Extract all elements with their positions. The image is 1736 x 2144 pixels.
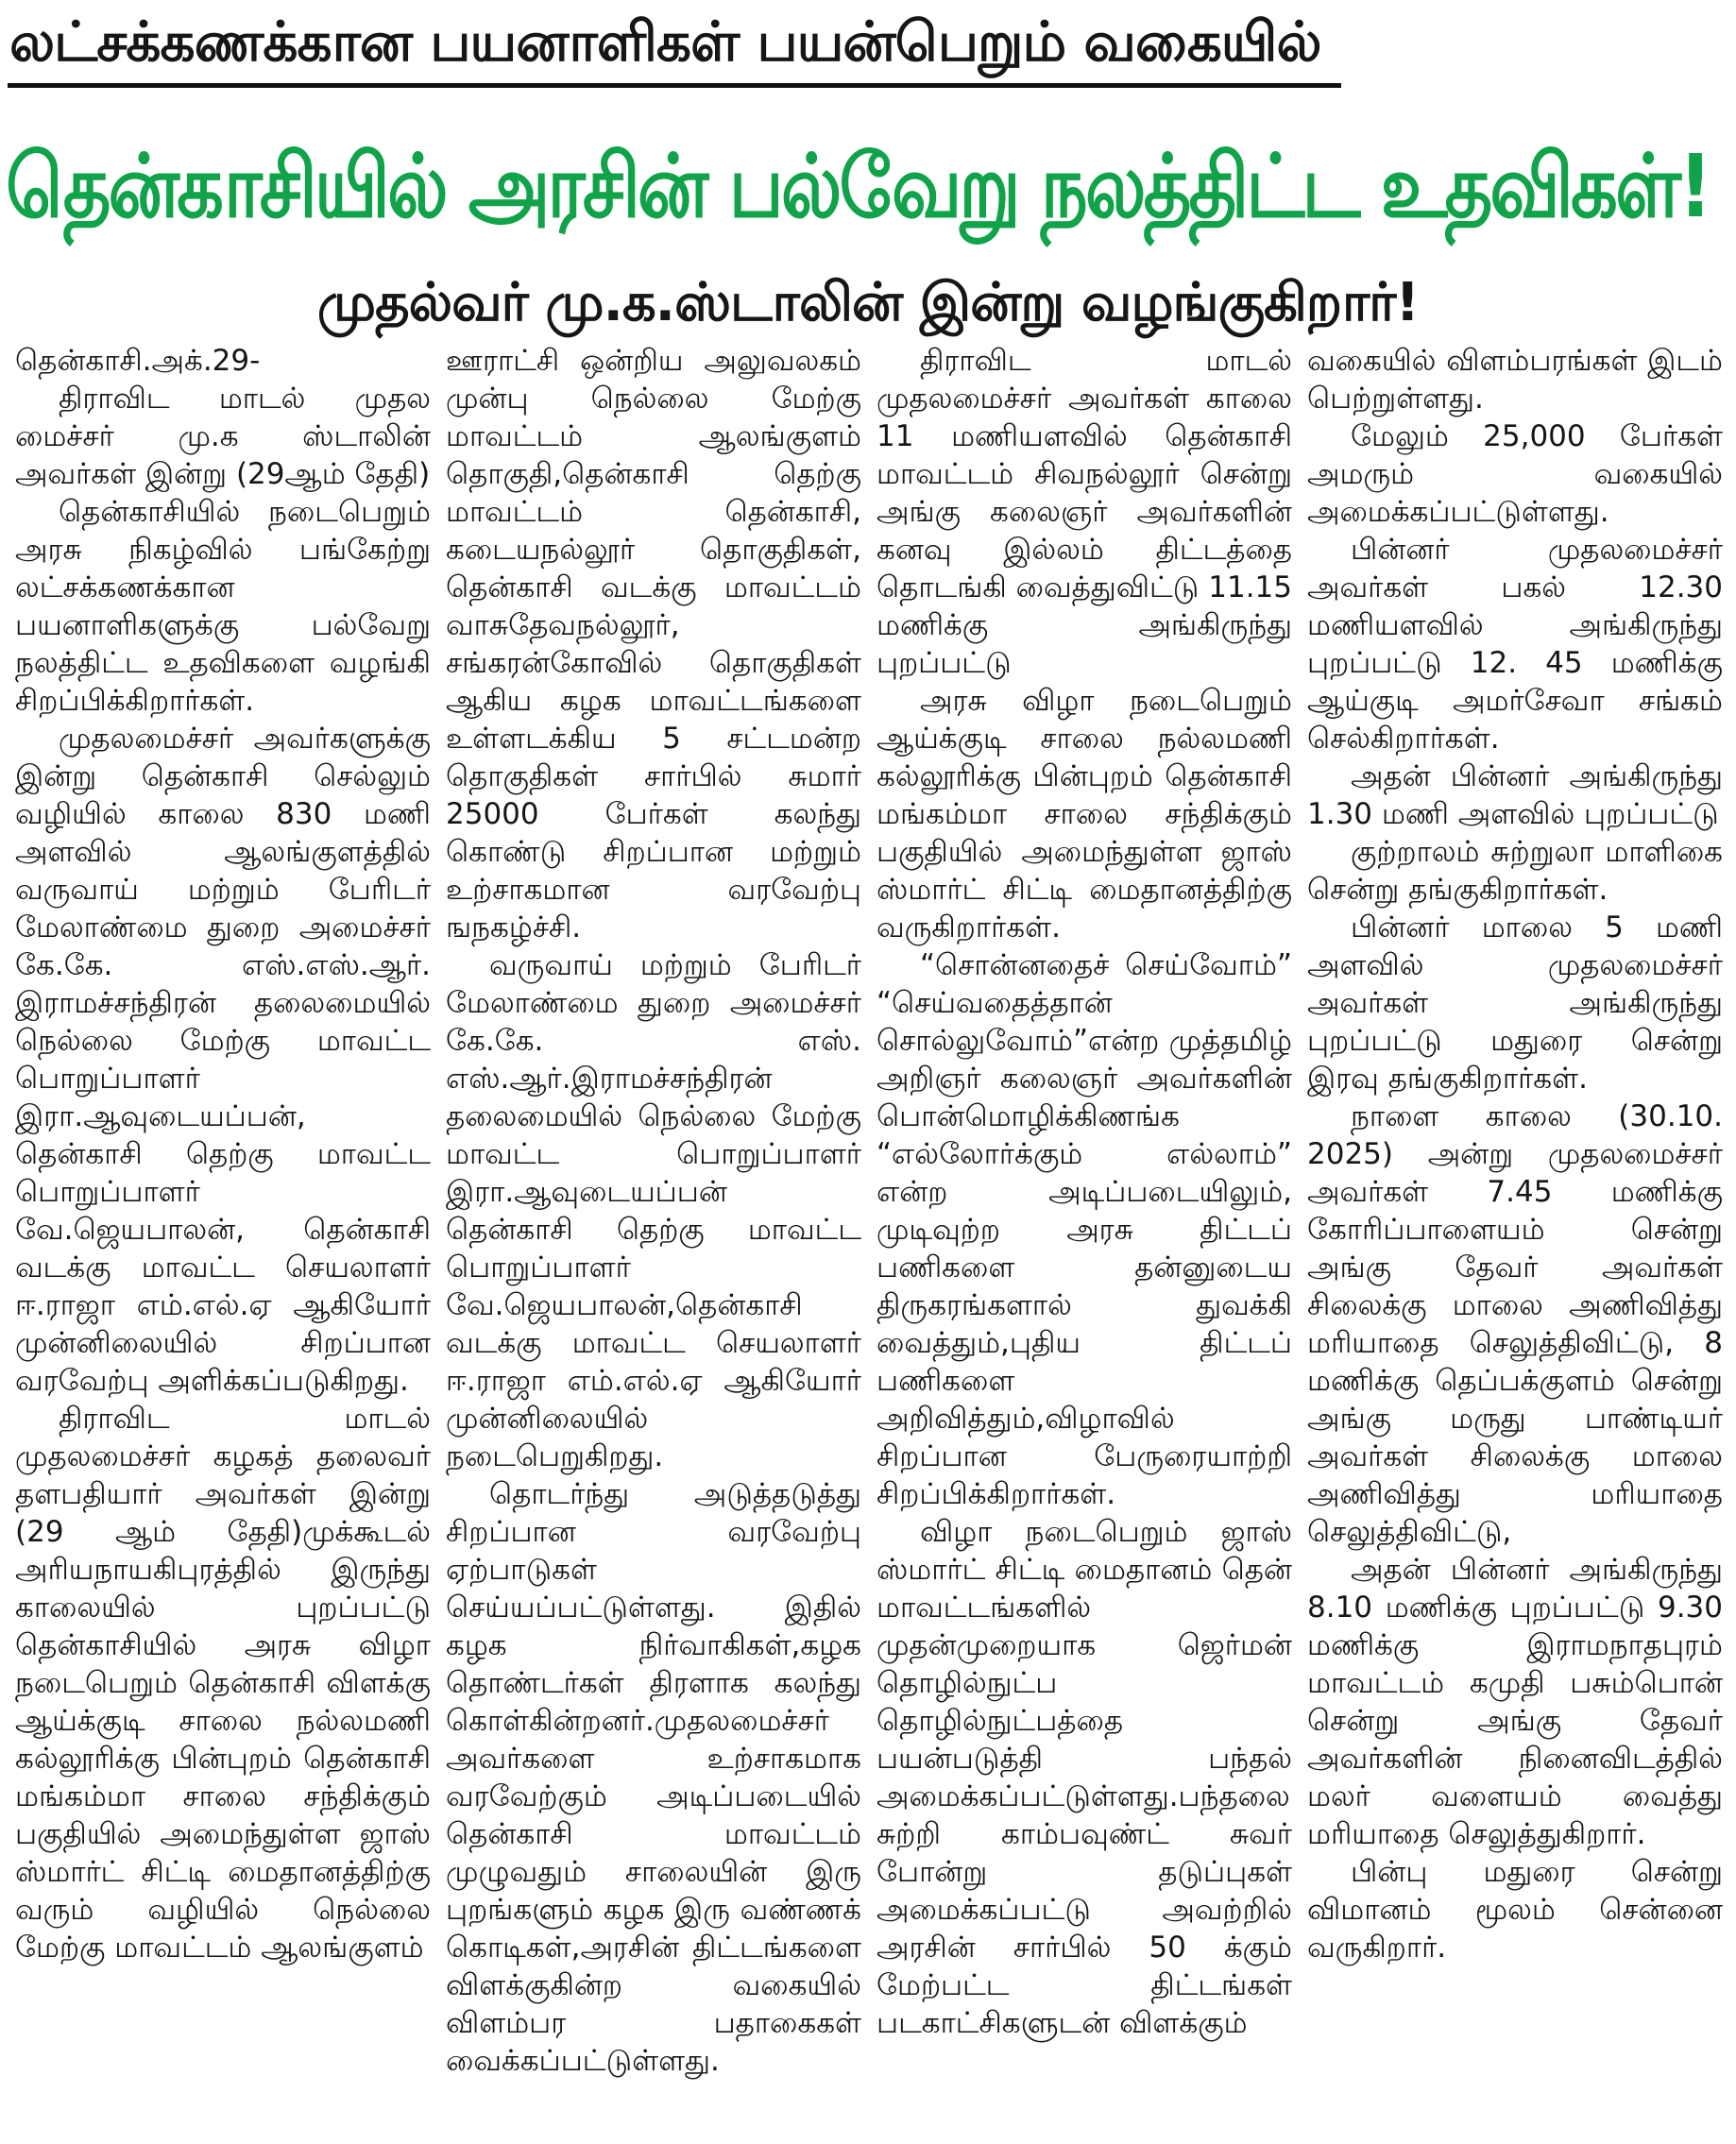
- paragraph: வகையில் விளம்பரங்கள் இடம் பெற்றுள்ளது.: [1307, 344, 1723, 416]
- paragraph: விழா நடைபெறும் ஜாஸ் ஸ்மார்ட் சிட்டி மைதானம் தென் மாவட்டங்களில் முதன்முறையாக ஜெர்மன் தொழில்நுட்ப தொழில்நுட்பத்தை பயன்படுத்தி பந்தல் அமைக்கப்பட்டுள்ளது.பந்தலை சுற்றி காம்பவுண்ட் சுவர் போன்று தடுப்புகள் அமைக்கப்பட்டு அவற்றில் அரசின் சார்பில் 50 க்கும் மேற்பட்ட திட்டங்கள் படகாட்சிகளுடன் விளக்கும்: [877, 1515, 1292, 2040]
- article-body: [8, 342, 1732, 2142]
- article-column-3: [869, 342, 1300, 2142]
- paragraph: முதலமைச்சர் அவர்களுக்கு இன்று தென்காசி செல்லும் வழியில் காலை 830 மணி அளவில் ஆலங்குளத்தில் வருவாய் மற்றும் பேரிடர் மேலாண்மை துறை அமைச்சர் கே.கே. எஸ்.எஸ்.ஆர். இராமச்சந்திரன் தலைமையில் நெல்லை மேற்கு மாவட்ட பொறுப்பாளர் இரா.ஆவுடையப்பன், தென்காசி தெற்கு மாவட்ட பொறுப்பாளர் வே.ஜெயபாலன், தென்காசி வடக்கு மாவட்ட செயலாளர் ஈ.ராஜா எம்.எல்.ஏ ஆகியோர் முன்னிலையில் சிறப்பான வரவேற்பு அளிக்கப்படுகிறது.: [15, 722, 431, 1398]
- article-column-2: [438, 342, 869, 2142]
- paragraph: தென்காசியில் நடைபெறும் அரசு நிகழ்வில் பங்கேற்று லட்சக்கணக்கான பயனாளிகளுக்கு பல்வேறு நலத்திட்ட உதவிகளை வழங்கி சிறப்பிக்கிறார்கள்.: [15, 495, 431, 718]
- paragraph: “சொன்னதைச் செய்வோம்” “செய்வதைத்தான் சொல்லுவோம்”என்ற முத்தமிழ் அறிஞர் கலைஞர் அவர்களின் பொன்மொழிக்கிணங்க “எல்லோர்க்கும் எல்லாம்” என்ற அடிப்படையிலும், முடிவுற்ற அரசு திட்டப் பணிகளை தன்னுடைய திருகரங்களால் துவக்கி வைத்தும்,புதிய திட்டப் பணிகளை அறிவித்தும்,விழாவில் சிறப்பான பேருரையாற்றி சிறப்பிக்கிறார்கள்.: [877, 948, 1292, 1511]
- paragraph: வருவாய் மற்றும் பேரிடர் மேலாண்மை துறை அமைச்சர் கே.கே. எஸ். எஸ்.ஆர்.இராமச்சந்திரன் தலைமையில் நெல்லை மேற்கு மாவட்ட பொறுப்பாளர் இரா.ஆவுடையப்பன் தென்காசி தெற்கு மாவட்ட பொறுப்பாளர் வே.ஜெயபாலன்,தென்காசி வடக்கு மாவட்ட செயலாளர் ஈ.ராஜா எம்.எல்.ஏ ஆகியோர் முன்னிலையில் நடைபெறுகிறது.: [446, 948, 861, 1473]
- kicker-heading: லட்சக்கணக்கான பயனாளிகள் பயன்பெறும் வகையில்: [9, 9, 1321, 74]
- article-column-1: [8, 342, 438, 2142]
- kicker-underline: [8, 83, 1341, 88]
- paragraph: பின்னர் மாலை 5 மணி அளவில் முதலமைச்சர் அவர்கள் அங்கிருந்து புறப்பட்டு மதுரை சென்று இரவு தங்குகிறார்கள்.: [1307, 910, 1723, 1096]
- paragraph: திராவிட மாடல் முதலமைச்சர் அவர்கள் காலை 11 மணியளவில் தென்காசி மாவட்டம் சிவநல்லூர் சென்று அங்கு கலைஞர் அவர்களின் கனவு இல்லம் திட்டத்தை தொடங்கி வைத்துவிட்டு 11.15 மணிக்கு அங்கிருந்து புறப்பட்டு: [877, 344, 1292, 680]
- paragraph: குற்றாலம் சுற்றுலா மாளிகை சென்று தங்குகிறார்கள்.: [1307, 835, 1723, 907]
- paragraph: திராவிட மாடல் முதல மைச்சர் மு.க ஸ்டாலின் அவர்கள் இன்று (29ஆம் தேதி): [15, 382, 431, 491]
- paragraph: தொடர்ந்து அடுத்தடுத்து சிறப்பான வரவேற்பு ஏற்பாடுகள் செய்யப்பட்டுள்ளது. இதில் கழக நிர்வாகிகள்,கழக தொண்டர்கள் திரளாக கலந்து கொள்கின்றனர்.முதலமைச்சர் அவர்களை உற்சாகமாக வரவேற்கும் அடிப்படையில் தென்காசி மாவட்டம் முழுவதும் சாலையின் இரு புறங்களும் கழக இரு வண்ணக் கொடிகள்,அரசின் திட்டங்களை விளக்குகின்ற வகையில் விளம்பர பதாகைகள் வைக்கப்பட்டுள்ளது.: [446, 1477, 861, 2078]
- paragraph: திராவிட மாடல் முதலமைச்சர் கழகத் தலைவர் தளபதியார் அவர்கள் இன்று (29 ஆம் தேதி)முக்கூடல் அரியநாயகிபுரத்தில் இருந்து காலையில் புறப்பட்டு தென்காசியில் அரசு விழா நடைபெறும் தென்காசி விளக்கு ஆய்க்குடி சாலை நல்லமணி கல்லூரிக்கு பின்புறம் தென்காசி மங்கம்மா சாலை சந்திக்கும் பகுதியில் அமைந்துள்ள ஜாஸ் ஸ்மார்ட் சிட்டி மைதானத்திற்கு வரும் வழியில் நெல்லை மேற்கு மாவட்டம் ஆலங்குளம்: [15, 1402, 431, 1965]
- paragraph: ஊராட்சி ஒன்றிய அலுவலகம் முன்பு நெல்லை மேற்கு மாவட்டம் ஆலங்குளம் தொகுதி,தென்காசி தெற்கு மாவட்டம் தென்காசி, கடையநல்லூர் தொகுதிகள், தென்காசி வடக்கு மாவட்டம் வாசுதேவநல்லூர், சங்கரன்கோவில் தொகுதிகள் ஆகிய கழக மாவட்டங்களை உள்ளடக்கிய 5 சட்டமன்ற தொகுதிகள் சார்பில் சுமார் 25000 பேர்கள் கலந்து கொண்டு சிறப்பான மற்றும் உற்சாகமான வரவேற்பு ஙநகழ்ச்சி.: [446, 344, 861, 944]
- paragraph: நாளை காலை (30.10. 2025) அன்று முதலமைச்சர் அவர்கள் 7.45 மணிக்கு கோரிப்பாளையம் சென்று அங்கு தேவர் அவர்கள் சிலைக்கு மாலை அணிவித்து மரியாதை செலுத்திவிட்டு, 8 மணிக்கு தெப்பக்குளம் சென்று அங்கு மருது பாண்டியர் அவர்கள் சிலைக்கு மாலை அணிவித்து மரியாதை செலுத்திவிட்டு,: [1307, 1099, 1723, 1549]
- dateline: தென்காசி.அக்.29-: [15, 344, 261, 378]
- article-column-4: [1300, 342, 1730, 2142]
- paragraph: அதன் பின்னர் அங்கிருந்து 1.30 மணி அளவில் புறப்பட்டு: [1307, 759, 1723, 831]
- paragraph: பின்னர் முதலமைச்சர் அவர்கள் பகல் 12.30 மணியளவில் அங்கிருந்து புறப்பட்டு 12. 45 மணிக்கு ஆய்குடி அமர்சேவா சங்கம் செல்கிறார்கள்.: [1307, 533, 1723, 756]
- paragraph: அதன் பின்னர் அங்கிருந்து 8.10 மணிக்கு புறப்பட்டு 9.30 மணிக்கு இராமநாதபுரம் மாவட்டம் கமுதி பசும்பொன் சென்று அங்கு தேவர் அவர்களின் நினைவிடத்தில் மலர் வளையம் வைத்து மரியாதை செலுத்துகிறார்.: [1307, 1553, 1723, 1851]
- main-headline: தென்காசியில் அரசின் பல்வேறு நலத்திட்ட உதவிகள்!: [6, 137, 1710, 238]
- paragraph: மேலும் 25,000 பேர்கள் அமரும் வகையில் அமைக்கப்பட்டுள்ளது.: [1307, 419, 1723, 529]
- paragraph: பின்பு மதுரை சென்று விமானம் மூலம் சென்னை வருகிறார்.: [1307, 1855, 1723, 1965]
- paragraph: அரசு விழா நடைபெறும் ஆய்க்குடி சாலை நல்லமணி கல்லூரிக்கு பின்புறம் தென்காசி மங்கம்மா சாலை சந்திக்கும் பகுதியில் அமைந்துள்ள ஜாஸ் ஸ்மார்ட் சிட்டி மைதானத்திற்கு வருகிறார்கள்.: [877, 684, 1292, 944]
- sub-headline: முதல்வர் மு.க.ஸ்டாலின் இன்று வழங்குகிறார்!: [316, 272, 1420, 333]
